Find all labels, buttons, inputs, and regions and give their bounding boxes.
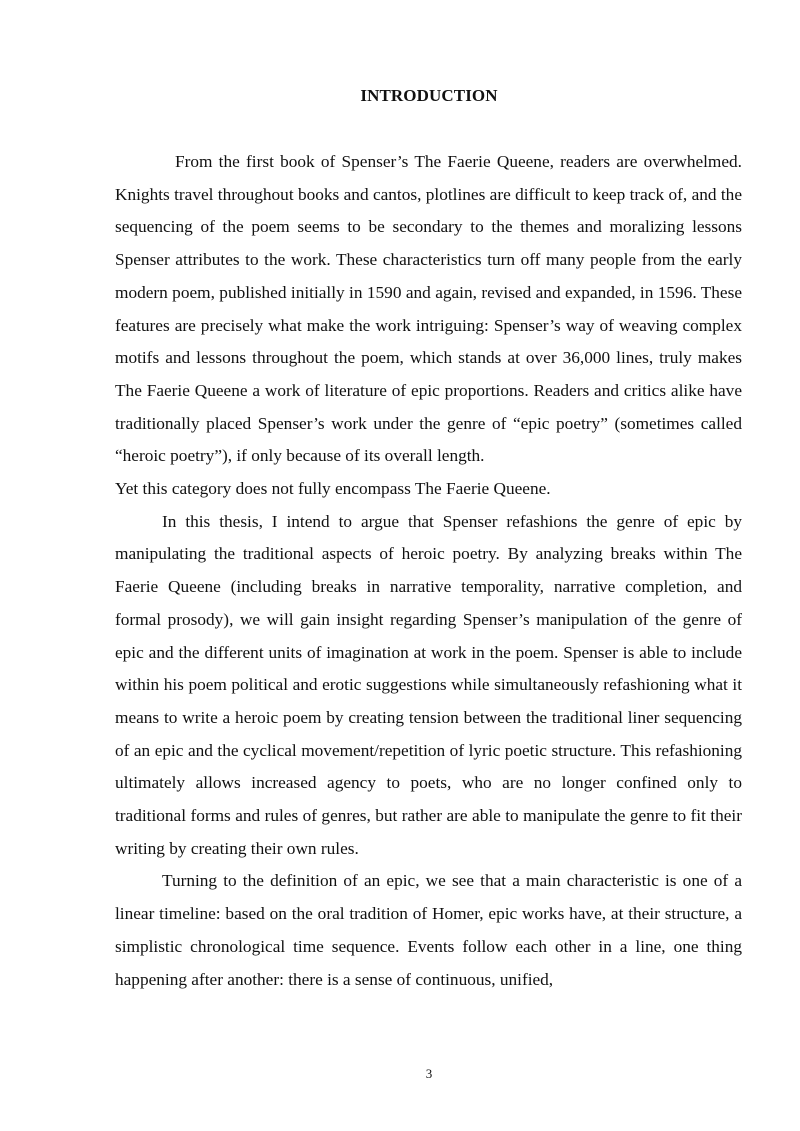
paragraph-intro: From the first book of Spenser’s The Faerie Queene, readers are overwhelmed. Knights travel throughout books and cantos, plotlines are difficult to keep track of, and the sequencing of the poem seems to be secondary to the themes and moralizing lessons Spenser attributes to the work. These characteristics turn off many people from the early modern poem, published initially in 1590 and again, revised and expanded, in 1596. These features are precisely what make the work intriguing: Spenser’s way of weaving complex motifs and lessons throughout the poem, which stands at over 36,000 lines, truly makes The Faerie Queene a work of literature of epic proportions. Readers and critics alike have traditionally placed Spenser’s work under the genre of “epic poetry” (sometimes called “heroic poetry”), if only because of its overall length.	[115, 152, 742, 466]
page-number: 3	[425, 1066, 433, 1081]
paragraph-thesis: In this thesis, I intend to argue that Spenser refashions the genre of epic by manipulating the traditional aspects of heroic poetry. By analyzing breaks within The Faerie Queene (including breaks in narrative temporality, narrative completion, and formal prosody), we will gain insight regarding Spenser’s manipulation of the genre of epic and the different units of imagination at work in the poem. Spenser is able to include within his poem political and erotic suggestions while simultaneously refashioning what it means to write a heroic poem by creating tension between the traditional liner sequencing of an epic and the cyclical movement/repetition of lyric poetic structure. This refashioning ultimately allows increased agency to poets, who are no longer confined only to traditional forms and rules of genres, but rather are able to manipulate the genre to fit their writing by creating their own rules.	[115, 511, 742, 858]
section-heading: INTRODUCTION	[360, 86, 498, 105]
body-text	[115, 146, 742, 996]
paragraph-epic-definition: Turning to the definition of an epic, we see that a main characteristic is one of a linear timeline: based on the oral tradition of Homer, epic works have, at their structure, a simplistic chronological time sequence. Events follow each other in a line, one thing happening after another: there is a sense of continuous, unified,	[115, 871, 742, 989]
paragraph-category: Yet this category does not fully encompass The Faerie Queene.	[115, 479, 551, 499]
